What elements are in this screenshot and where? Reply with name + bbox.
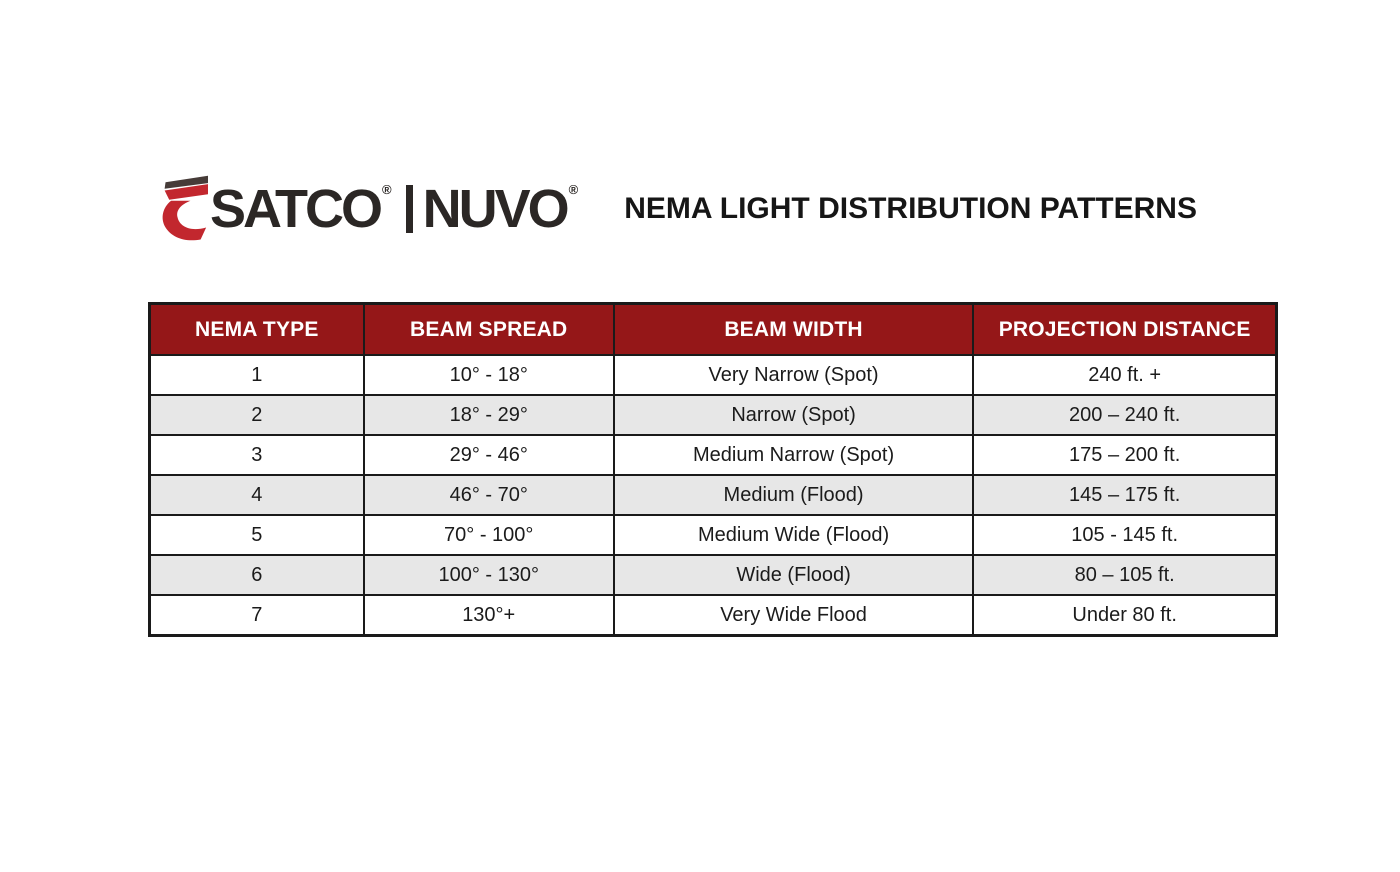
registered-mark-icon: ® [382,182,392,197]
cell-beam-width: Very Narrow (Spot) [614,355,974,395]
table-row [150,555,1277,595]
cell-beam-width: Medium (Flood) [614,475,974,515]
cell-beam-spread: 29° - 46° [364,435,614,475]
column-header-beam-spread: BEAM SPREAD [364,304,614,356]
cell-nema-type: 6 [150,555,364,595]
cell-projection-distance: 240 ft. + [973,355,1276,395]
table-row [150,475,1277,515]
cell-nema-type: 7 [150,595,364,636]
cell-projection-distance: 175 – 200 ft. [973,435,1276,475]
column-header-projection-distance: PROJECTION DISTANCE [973,304,1276,356]
brand-divider [406,185,413,233]
table-row [150,395,1277,435]
table-body [150,355,1277,636]
page-title: NEMA LIGHT DISTRIBUTION PATTERNS [624,192,1197,225]
cell-beam-spread: 18° - 29° [364,395,614,435]
cell-nema-type: 5 [150,515,364,555]
table-row [150,435,1277,475]
cell-beam-spread: 130°+ [364,595,614,636]
nema-distribution-table [148,302,1278,637]
cell-beam-width: Medium Wide (Flood) [614,515,974,555]
cell-nema-type: 1 [150,355,364,395]
table-row [150,515,1277,555]
satco-ribbon-icon [160,174,210,244]
table-header [150,304,1277,356]
registered-mark-icon: ® [568,182,579,197]
cell-nema-type: 4 [150,475,364,515]
header-row [150,304,1277,356]
cell-projection-distance: 105 - 145 ft. [973,515,1276,555]
table-row [150,355,1277,395]
cell-projection-distance: 80 – 105 ft. [973,555,1276,595]
cell-nema-type: 3 [150,435,364,475]
table-row [150,595,1277,636]
cell-beam-spread: 70° - 100° [364,515,614,555]
cell-beam-width: Very Wide Flood [614,595,974,636]
cell-projection-distance: Under 80 ft. [973,595,1276,636]
satco-nuvo-logo [160,174,578,244]
column-header-beam-width: BEAM WIDTH [614,304,974,356]
cell-beam-width: Narrow (Spot) [614,395,974,435]
brand-satco: SATCO [210,179,380,239]
brand-nuvo: NUVO [422,179,567,239]
column-header-nema-type: NEMA TYPE [150,304,364,356]
cell-beam-spread: 10° - 18° [364,355,614,395]
cell-beam-width: Medium Narrow (Spot) [614,435,974,475]
cell-projection-distance: 145 – 175 ft. [973,475,1276,515]
brand-header [160,172,1197,246]
cell-projection-distance: 200 – 240 ft. [973,395,1276,435]
cell-beam-spread: 100° - 130° [364,555,614,595]
cell-nema-type: 2 [150,395,364,435]
cell-beam-spread: 46° - 70° [364,475,614,515]
cell-beam-width: Wide (Flood) [614,555,974,595]
